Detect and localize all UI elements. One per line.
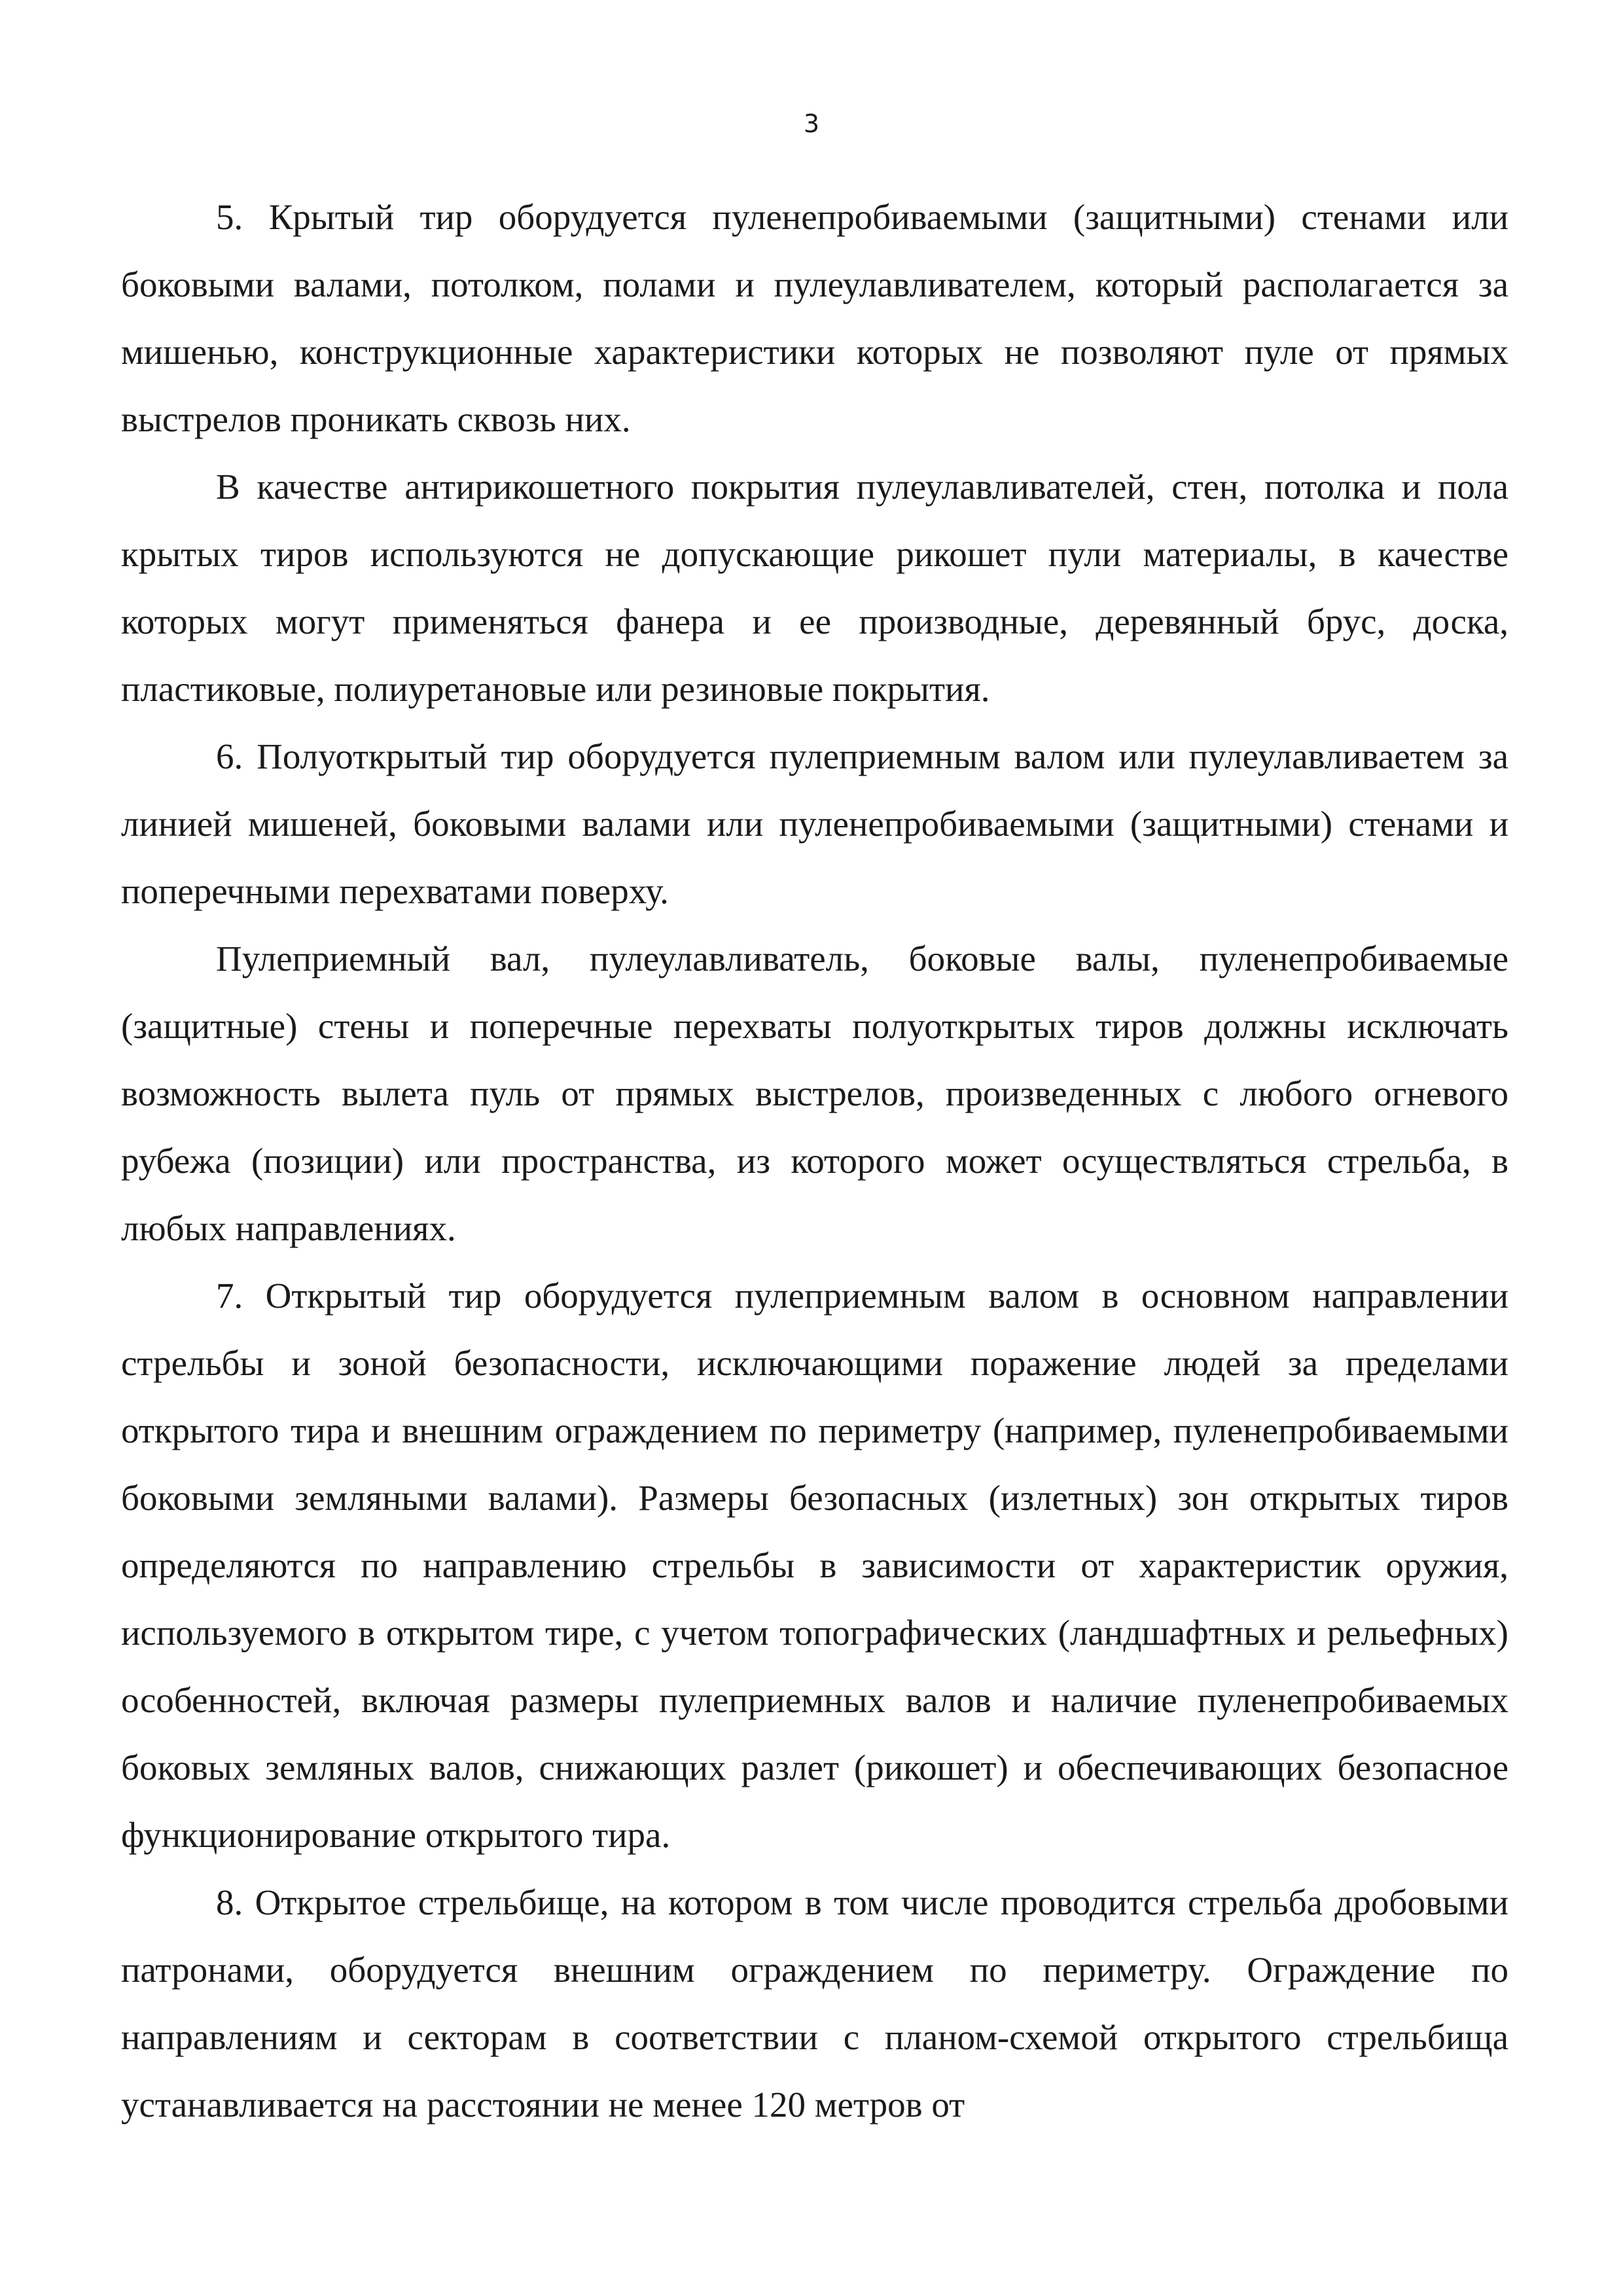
page-number: 3	[803, 109, 820, 138]
paragraph-8-open-shooting-ground: 8. Открытое стрельбище, на котором в том числе проводится стрельба дробовыми патронами, оборудуется внешним ограждением по периметру. Ограждение по направлениям и секторам в соответствии с планом-схемой открытого стрельбища устанавливается на расстоянии не менее 120 метров от	[121, 1882, 1508, 2125]
paragraph-semi-open-requirements: Пулеприемный вал, пулеулавливатель, боковые валы, пуленепробиваемые (защитные) стены и поперечные перехваты полуоткрытых тиров должны исключать возможность вылета пуль от прямых выстрелов, произведенных с любого огневого рубежа (позиции) или пространства, из которого может осуществляться стрельба, в любых направлениях.	[121, 939, 1508, 1248]
document-body	[121, 183, 1508, 2138]
paragraph-5-indoor-range: 5. Крытый тир оборудуется пуленепробиваемыми (защитными) стенами или боковыми валами, потолком, полами и пулеулавливателем, который располагается за мишенью, конструкционные характеристики которых не позволяют пуле от прямых выстрелов проникать сквозь них.	[121, 197, 1508, 439]
paragraph-6-semi-open-range: 6. Полуоткрытый тир оборудуется пулеприемным валом или пулеулавливаетем за линией мишеней, боковыми валами или пуленепробиваемыми (защитными) стенами и поперечными перехватами поверху.	[121, 736, 1508, 911]
paragraph-antiricochet-coating: В качестве антирикошетного покрытия пулеулавливателей, стен, потолка и пола крытых тиров используются не допускающие рикошет пули материалы, в качестве которых могут применяться фанера и ее производные, деревянный брус, доска, пластиковые, полиуретановые или резиновые покрытия.	[121, 467, 1508, 709]
paragraph-7-open-range: 7. Открытый тир оборудуется пулеприемным валом в основном направлении стрельбы и зоной безопасности, исключающими поражение людей за пределами открытого тира и внешним ограждением по периметру (например, пуленепробиваемыми боковыми земляными валами). Размеры безопасных (излетных) зон открытых тиров определяются по направлению стрельбы в зависимости от характеристик оружия, используемого в открытом тире, с учетом топографических (ландшафтных и рельефных) особенностей, включая размеры пулеприемных валов и наличие пуленепробиваемых боковых земляных валов, снижающих разлет (рикошет) и обеспечивающих безопасное функционирование открытого тира.	[121, 1276, 1508, 1855]
